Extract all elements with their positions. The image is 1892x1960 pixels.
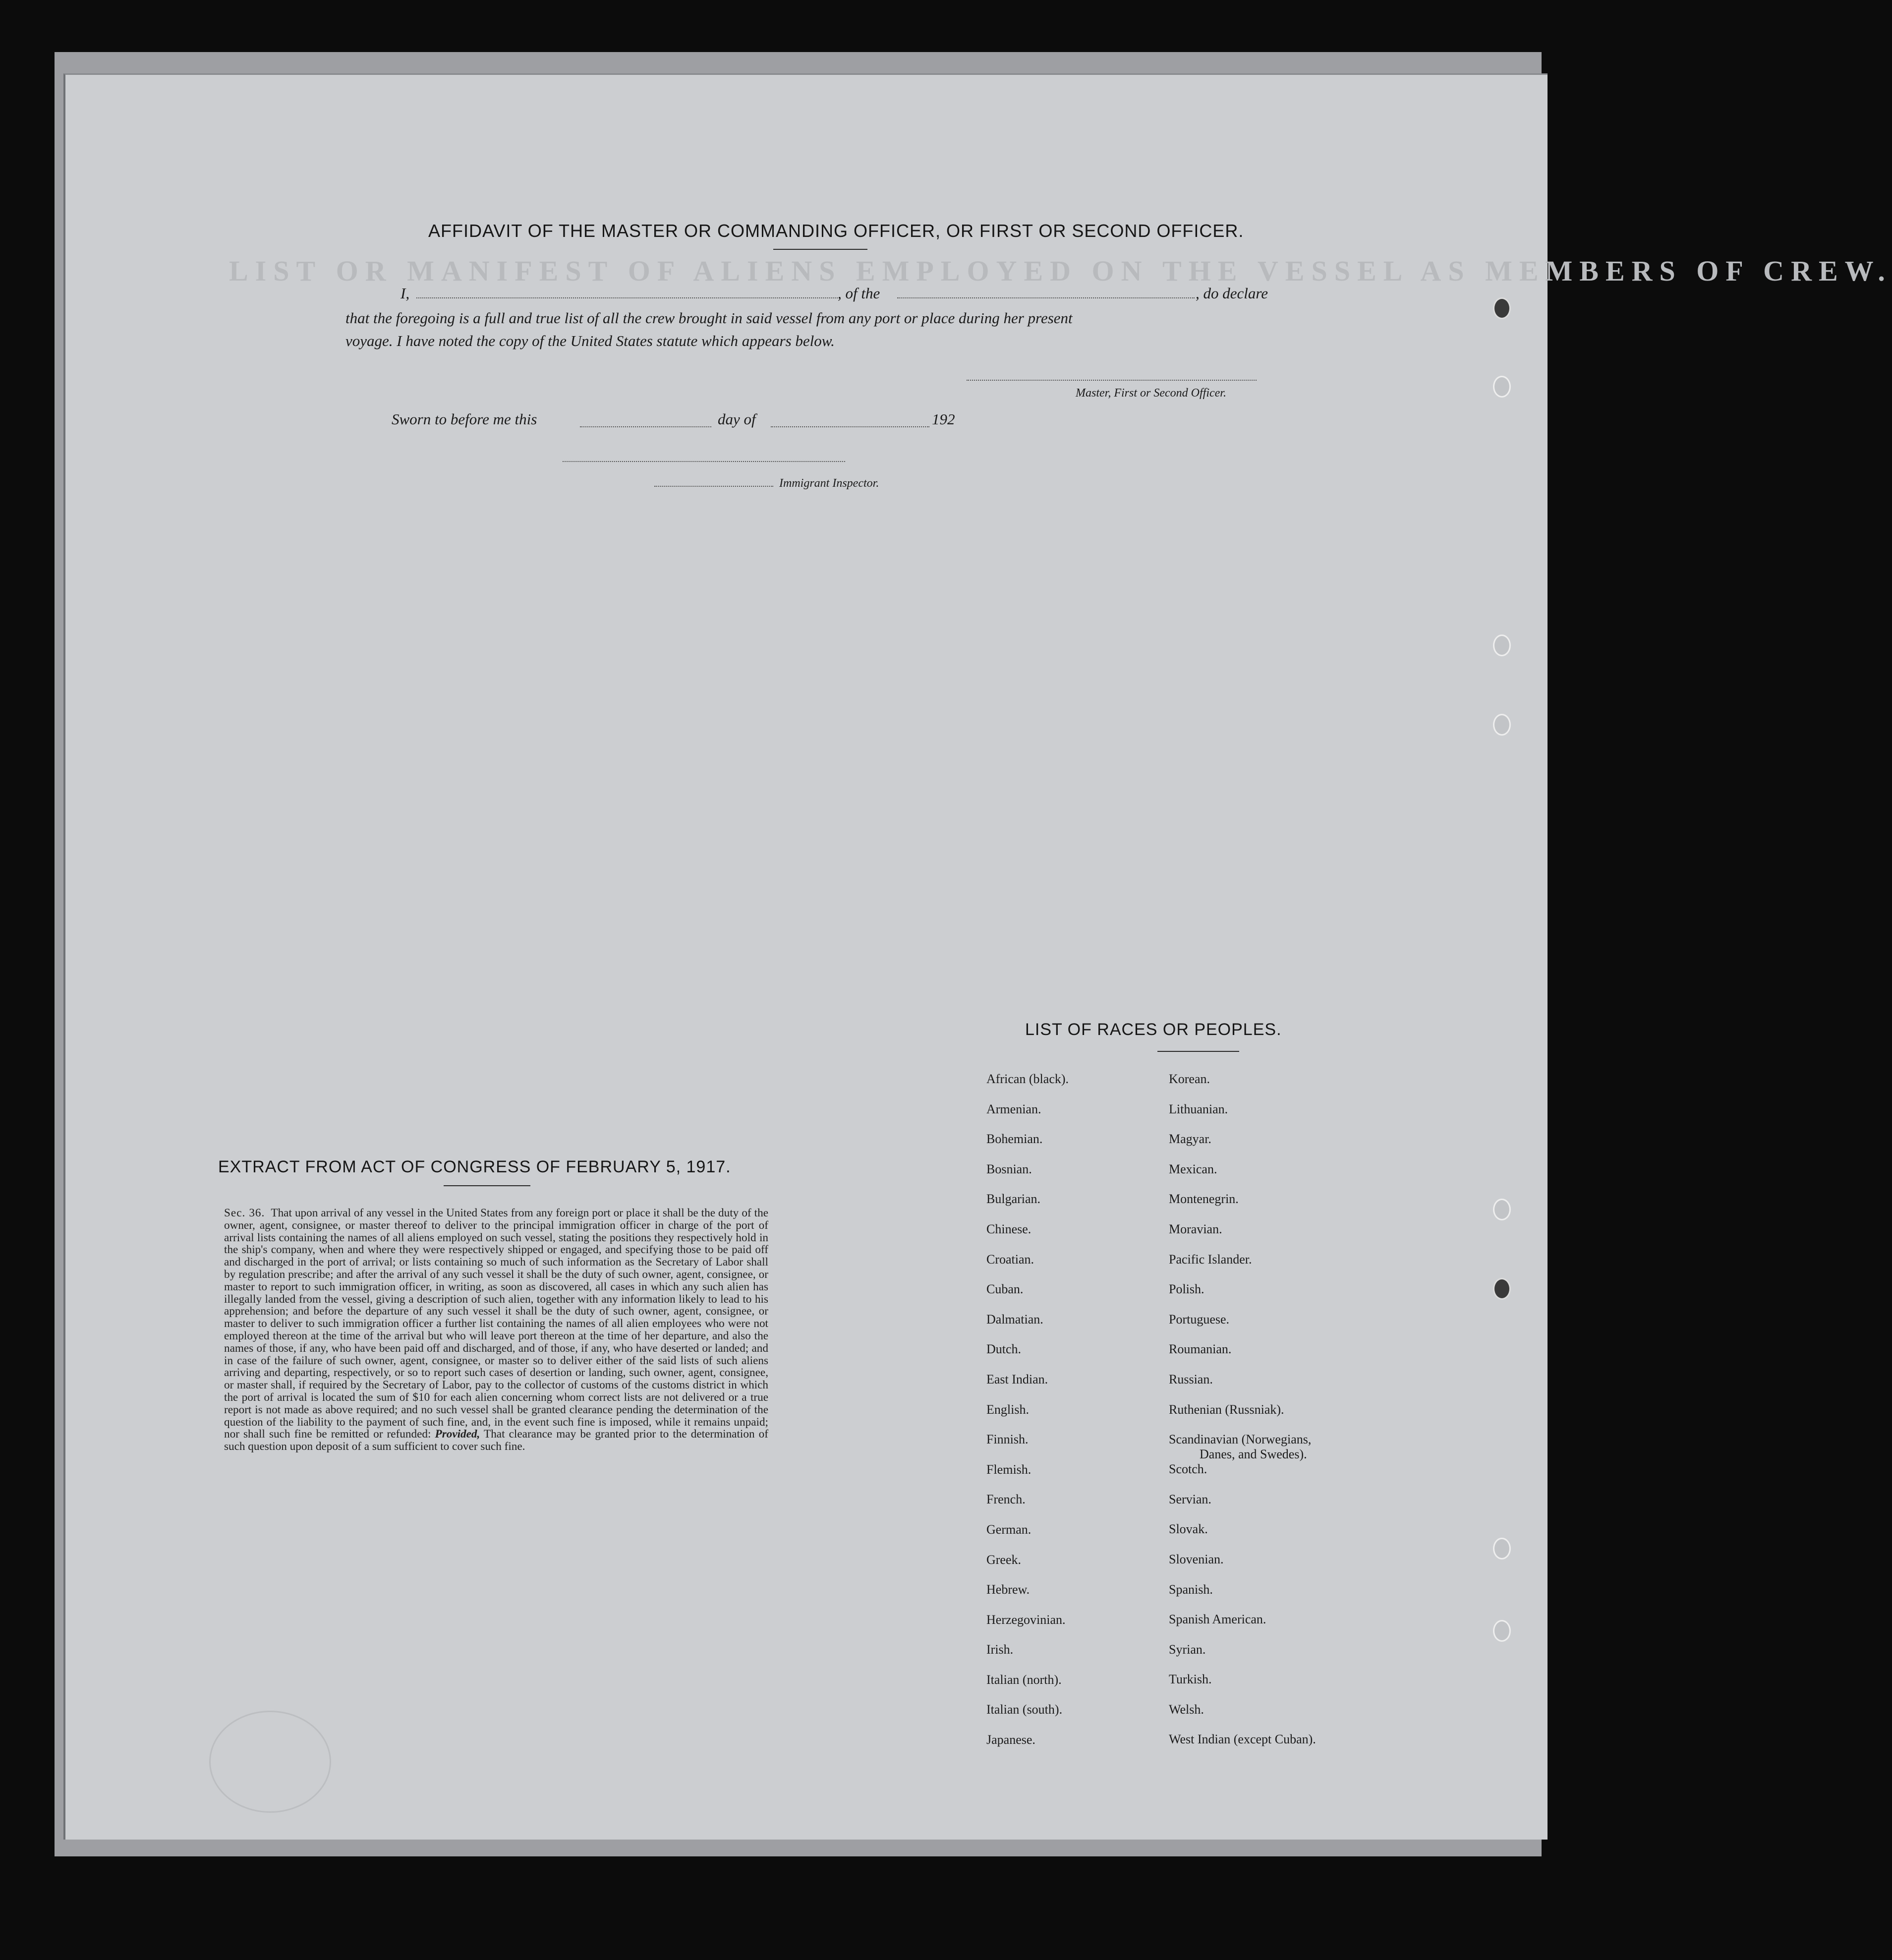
race-item: Mexican.	[1169, 1161, 1217, 1176]
race-item: Lithuanian.	[1169, 1101, 1228, 1116]
bleed-through-header: LIST OR MANIFEST OF ALIENS EMPLOYED ON THE VESSEL AS MEMBERS OF CREW.	[229, 255, 1892, 287]
race-item: French.	[986, 1492, 1026, 1507]
race-item: Roumanian.	[1169, 1342, 1232, 1357]
race-item: Hebrew.	[986, 1582, 1030, 1597]
section-label: Sec. 36.	[224, 1207, 265, 1219]
races-title: LIST OF RACES OR PEOPLES.	[1025, 1020, 1282, 1039]
day-of-text: day of	[718, 410, 756, 428]
provided-word: Provided,	[435, 1428, 480, 1441]
race-item: Scotch.	[1169, 1462, 1207, 1477]
inspector-label: Immigrant Inspector.	[779, 477, 879, 490]
affidavit-declare: , do declare	[1196, 285, 1268, 302]
races-left-column	[986, 1072, 1069, 1763]
extract-text-part1: That upon arrival of any vessel in the United States from any foreign port or place it shall be the duty of the owner, agent, consignee, or master thereof to deliver to the principal immigration officer in charge of the port of arrival lists containing the names of all aliens employed on such vessel, stating the positions they respectively hold in the ship's company, when and where they were respectively shipped or engaged, and specifying those to be paid off and discharged in the port of arrival; or lists containing so much of such information as the Secretary of Labor shall by regulation prescribe; and after the arrival of any such vessel it shall be the duty of such owner, agent, consignee, or master to report to such immigration officer, in writing, as soon as discovered, all cases in which any such alien has illegally landed from the vessel, giving a description of such alien, together with any information likely to lead to his apprehension; and before the departure of any such vessel it shall be the duty of such owner, agent, consignee, or master to deliver to such immigration officer a further list containing the names of all alien employees who were not employed thereon at the time of the arrival but who will leave port thereon at the time of her departure, and also the names of those, if any, who have been paid off and discharged, and of those, if any, who have deserted or landed; and in case of the failure of such owner, agent, consignee, or master so to deliver either of the said lists of such aliens arriving and departing, respectively, or so to report such cases of desertion or landing, such owner, agent, consignee, or master shall, if required by the Secretary of Labor, pay to the collector of customs of the customs district in which the port of arrival is located the sum of $10 for each alien concerning whom correct lists are not delivered or a true report is not made as above required; and no such vessel shall be granted clearance pending the determination of the question of the liability to the payment of such fine, and, in the event such fine is imposed, while it remains unpaid; nor shall such fine be remitted or refunded:	[224, 1207, 769, 1441]
race-item: Ruthenian (Russniak).	[1169, 1402, 1284, 1417]
punch-hole-icon	[1493, 297, 1511, 319]
punch-hole-icon	[1493, 714, 1511, 736]
race-item: Servian.	[1169, 1492, 1211, 1506]
race-item: Finnish.	[986, 1432, 1029, 1447]
race-item: Italian (north).	[986, 1672, 1062, 1687]
year-text: 192	[932, 410, 955, 428]
affidavit-title: AFFIDAVIT OF THE MASTER OR COMMANDING OFFICER, OR FIRST OR SECOND OFFICER.	[428, 221, 1244, 241]
race-item: Turkish.	[1169, 1672, 1212, 1687]
race-item: Spanish American.	[1169, 1612, 1266, 1627]
punch-hole-icon	[1493, 1620, 1511, 1642]
race-item: Bosnian.	[986, 1161, 1032, 1176]
race-item: Pacific Islander.	[1169, 1252, 1252, 1267]
race-item: Portuguese.	[1169, 1312, 1230, 1326]
affidavit-line3: voyage. I have noted the copy of the United States statute which appears below.	[345, 332, 835, 349]
declarant-name-line[interactable]	[416, 297, 838, 298]
race-item: Greek.	[986, 1552, 1022, 1567]
race-item: Dalmatian.	[986, 1312, 1043, 1326]
sworn-text: Sworn to before me this	[392, 410, 537, 428]
race-item: Japanese.	[986, 1732, 1035, 1747]
races-right-column	[1169, 1072, 1316, 1762]
race-item: Cuban.	[986, 1282, 1024, 1297]
affidavit-title-rule	[773, 249, 867, 250]
extract-title: EXTRACT FROM ACT OF CONGRESS OF FEBRUARY 5, 1917.	[218, 1157, 731, 1176]
extract-body	[224, 1207, 768, 1453]
inspector-short-line[interactable]	[654, 486, 773, 487]
extract-text-part2: That clearance may be granted prior to the determination of such question upon deposit of a sum sufficient to cover such fine.	[224, 1428, 768, 1453]
punch-hole-icon	[1493, 1199, 1511, 1220]
races-title-rule	[1157, 1051, 1239, 1052]
race-item: Bulgarian.	[986, 1192, 1041, 1207]
race-item: Welsh.	[1169, 1702, 1204, 1717]
race-item: Polish.	[1169, 1282, 1204, 1297]
race-item: Bohemian.	[986, 1132, 1043, 1147]
punch-hole-icon	[1493, 634, 1511, 656]
affidavit-i: I,	[401, 285, 410, 302]
race-item: Magyar.	[1169, 1132, 1211, 1147]
race-item: German.	[986, 1522, 1032, 1537]
inspector-signature-line[interactable]	[563, 461, 845, 462]
race-item: Irish.	[986, 1642, 1014, 1657]
race-item: Spanish.	[1169, 1582, 1213, 1597]
punch-hole-icon	[1493, 1278, 1511, 1300]
race-item: Scandinavian (Norwegians,	[1169, 1432, 1312, 1447]
sworn-day-line[interactable]	[580, 426, 711, 427]
race-item-continuation: Danes, and Swedes).	[1200, 1447, 1307, 1462]
race-item: Korean.	[1169, 1072, 1210, 1086]
punch-hole-icon	[1493, 376, 1511, 398]
race-item: English.	[986, 1402, 1029, 1417]
race-item: African (black).	[986, 1072, 1069, 1086]
race-item: Slovak.	[1169, 1522, 1208, 1537]
race-item: Flemish.	[986, 1462, 1032, 1477]
race-item: Herzegovinian.	[986, 1612, 1066, 1627]
race-item: East Indian.	[986, 1372, 1048, 1386]
punch-hole-icon	[1493, 1538, 1511, 1559]
race-item: Italian (south).	[986, 1702, 1063, 1717]
race-item: Croatian.	[986, 1252, 1034, 1267]
race-item: Chinese.	[986, 1221, 1032, 1236]
affidavit-of-the: , of the	[838, 285, 880, 302]
race-item: Dutch.	[986, 1342, 1022, 1357]
affidavit-line2: that the foregoing is a full and true list of all the crew brought in said vessel from any port or place during her present	[345, 309, 1073, 327]
race-item: Montenegrin.	[1169, 1192, 1239, 1207]
race-item: Moravian.	[1169, 1221, 1222, 1236]
officer-signature-line[interactable]	[967, 380, 1257, 381]
race-item: Syrian.	[1169, 1642, 1206, 1657]
officer-label: Master, First or Second Officer.	[1076, 387, 1226, 400]
vessel-name-line[interactable]	[897, 297, 1195, 298]
extract-title-rule	[444, 1185, 530, 1186]
race-item: Russian.	[1169, 1372, 1213, 1386]
sworn-month-line[interactable]	[771, 426, 929, 427]
race-item: Slovenian.	[1169, 1552, 1224, 1566]
race-item: West Indian (except Cuban).	[1169, 1732, 1316, 1747]
race-item: Armenian.	[986, 1101, 1041, 1116]
stamp-smudge	[209, 1711, 331, 1813]
